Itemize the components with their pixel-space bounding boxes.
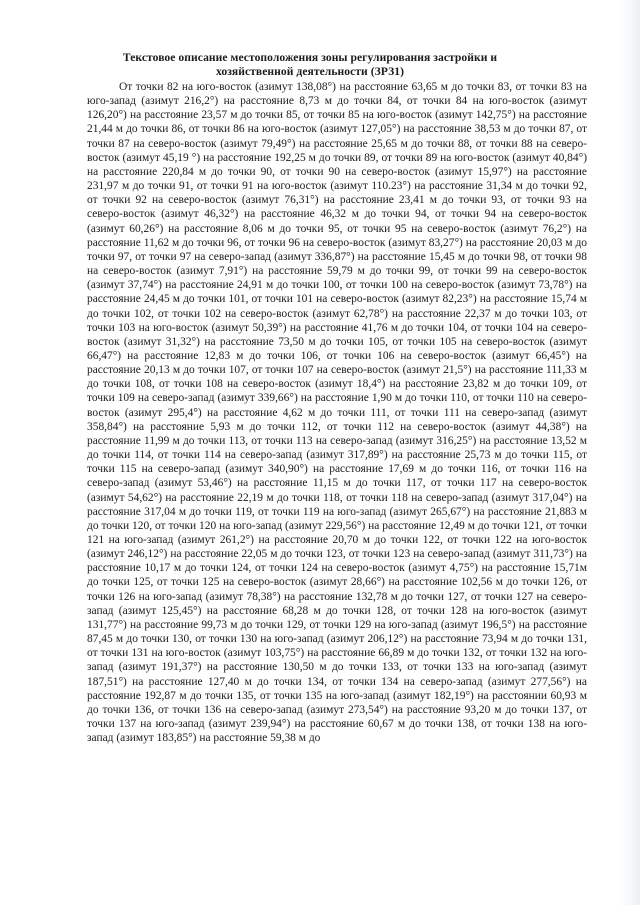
document-title: Текстовое описание местоположения зоны регулирования застройки и хозяйственной деятельности (ЗРЗ1) — [122, 51, 498, 78]
scan-edge-shadow — [618, 0, 640, 905]
document-paragraph: От точки 82 на юго-восток (азимут 138,08°) на расстояние 63,65 м до точки 83, от точки 83 на юго-запад (азимут 216,2°) на расстояние 8,73 м до точки 84, от точки 84 на юго-восток (азимут 126,20°) на расстояние 23,57 м до точки 85, от точки 85 на юго-восток (азимут 142,75°) на расстояние 21,44 м до точки 86, от точки 86 на юго-восток (азимут 127,05°) на расстояние 38,53 м до точки 87, от точки 87 на северо-восток (азимут 79,49°) на расстояние 25,65 м до точки 88, от точки 88 на северо-восток (азимут 45,19 °) на расстояние 192,25 м до точки 89, от точки 89 на юго-восток (азимут 40,84°) на расстояние 220,84 м до точки 90, от точки 90 на северо-восток (азимут 15,97°) на расстояние 231,97 м до точки 91, от точки 91 на юго-восток (азимут 110.23°) на расстояние 31,34 м до точки 92, от точки 92 на северо-восток (азимут 76,31°) на расстояние 23,41 м до точки 93, от точки 93 на северо-восток (азимут 46,32°) на расстояние 46,32 м до точки 94, от точки 94 на северо-восток (азимут 60,26°) на расстояние 8,06 м до точки 95, от точки 95 на северо-восток (азимут 76,2°) на расстояние 11,62 м до точки 96, от точки 96 на северо-восток (азимут 83,27°) на расстояние 20,03 м до точки 97, от точки 97 на северо-запад (азимут 336,87°) на расстояние 15,45 м до точки 98, от точки 98 на северо-восток (азимут 7,91°) на расстояние 59,79 м до точки 99, от точки 99 на северо-восток (азимут 37,74°) на расстояние 24,91 м до точки 100, от точки 100 на северо-восток (азимут 73,78°) на расстояние 24,45 м до точки 101, от точки 101 на северо-восток (азимут 82,23°) на расстояние 15,74 м до точки 102, от точки 102 на северо-восток (азимут 62,78°) на расстояние 22,37 м до точки 103, от точки 103 на юго-восток (азимут 50,39°) на расстояние 41,76 м до точки 104, от точки 104 на северо-восток (азимут 31,32°) на расстояние 73,50 м до точки 105, от точки 105 на северо-восток (азимут 66,47°) на расстояние 12,83 м до точки 106, от точки 106 на северо-восток (азимут 66,45°) на расстояние 20,13 м до точки 107, от точки 107 на северо-восток (азимут 21,5°) на расстояние 111,33 м до точки 108, от точки 108 на северо-восток (азимут 18,4°) на расстояние 23,82 м до точки 109, от точки 109 на северо-запад (азимут 339,66°) на расстояние 1,90 м до точки 110, от точки 110 на северо-восток (азимут 295,4°) на расстояние 4,62 м до точки 111, от точки 111 на северо-запад (азимут 358,84°) на расстояние 5,93 м до точки 112, от точки 112 на северо-восток (азимут 44,38°) на расстояние 11,99 м до точки 113, от точки 113 на северо-запад (азимут 316,25°) на расстояние 13,52 м до точки 114, от точки 114 на северо-запад (азимут 317,89°) на расстояние 25,73 м до точки 115, от точки 115 на северо-запад (азимут 340,90°) на расстояние 17,69 м до точки 116, от точки 116 на северо-запад (азимут 53,46°) на расстояние 11,15 м до точки 117, от точки 117 на северо-восток (азимут 54,62°) на расстояние 22,19 м до точки 118, от точки 118 на северо-запад (азимут 317,04°) на расстояние 317,04 м до точки 119, от точки 119 на юго-запад (азимут 265,67°) на расстояние 21,883 м до точки 120, от точки 120 на юго-запад (азимут 229,56°) на расстояние 12,49 м до точки 121, от точки 121 на юго-запад (азимут 261,2°) на расстояние 20,70 м до точки 122, от точки 122 на юго-восток (азимут 246,12°) на расстояние 22,05 м до точки 123, от точки 123 на северо-запад (азимут 311,73°) на расстояние 10,17 м до точки 124, от точки 124 на северо-восток (азимут 4,75°) на расстояние 15,71м до точки 125, от точки 125 на северо-восток (азимут 28,66°) на расстояние 102,56 м до точки 126, от точки 126 на юго-запад (азимут 78,38°) на расстояние 132,78 м до точки 127, от точки 127 на северо-запад (азимут 125,45°) на расстояние 68,28 м до точки 128, от точки 128 на юго-восток (азимут 131,77°) на расстояние 99,73 м до точки 129, от точки 129 на юго-запад (азимут 196,5°) на расстояние 87,45 м до точки 130, от точки 130 на юго-запад (азимут 206,12°) на расстояние 73,94 м до точки 131, от точки 131 на юго-восток (азимут 103,75°) на расстояние 66,89 м до точки 132, от точки 132 на юго-запад (азимут 191,37°) на расстояние 130,50 м до точки 133, от точки 133 на юго-запад (азимут 187,51°) на расстояние 127,40 м до точки 134, от точки 134 на северо-запад (азимут 277,56°) на расстояние 192,87 м до точки 135, от точки 135 на юго-запад (азимут 182,19°) на расстоянии 60,93 м до точки 136, от точки 136 на северо-запад (азимут 273,54°) на расстояние 93,20 м до точки 137, от точки 137 на юго-запад (азимут 239,94°) на расстояние 60,67 м до точки 138, от точки 138 на юго-запад (азимут 183,85°) на расстояние 59,38 м до — [87, 81, 587, 745]
